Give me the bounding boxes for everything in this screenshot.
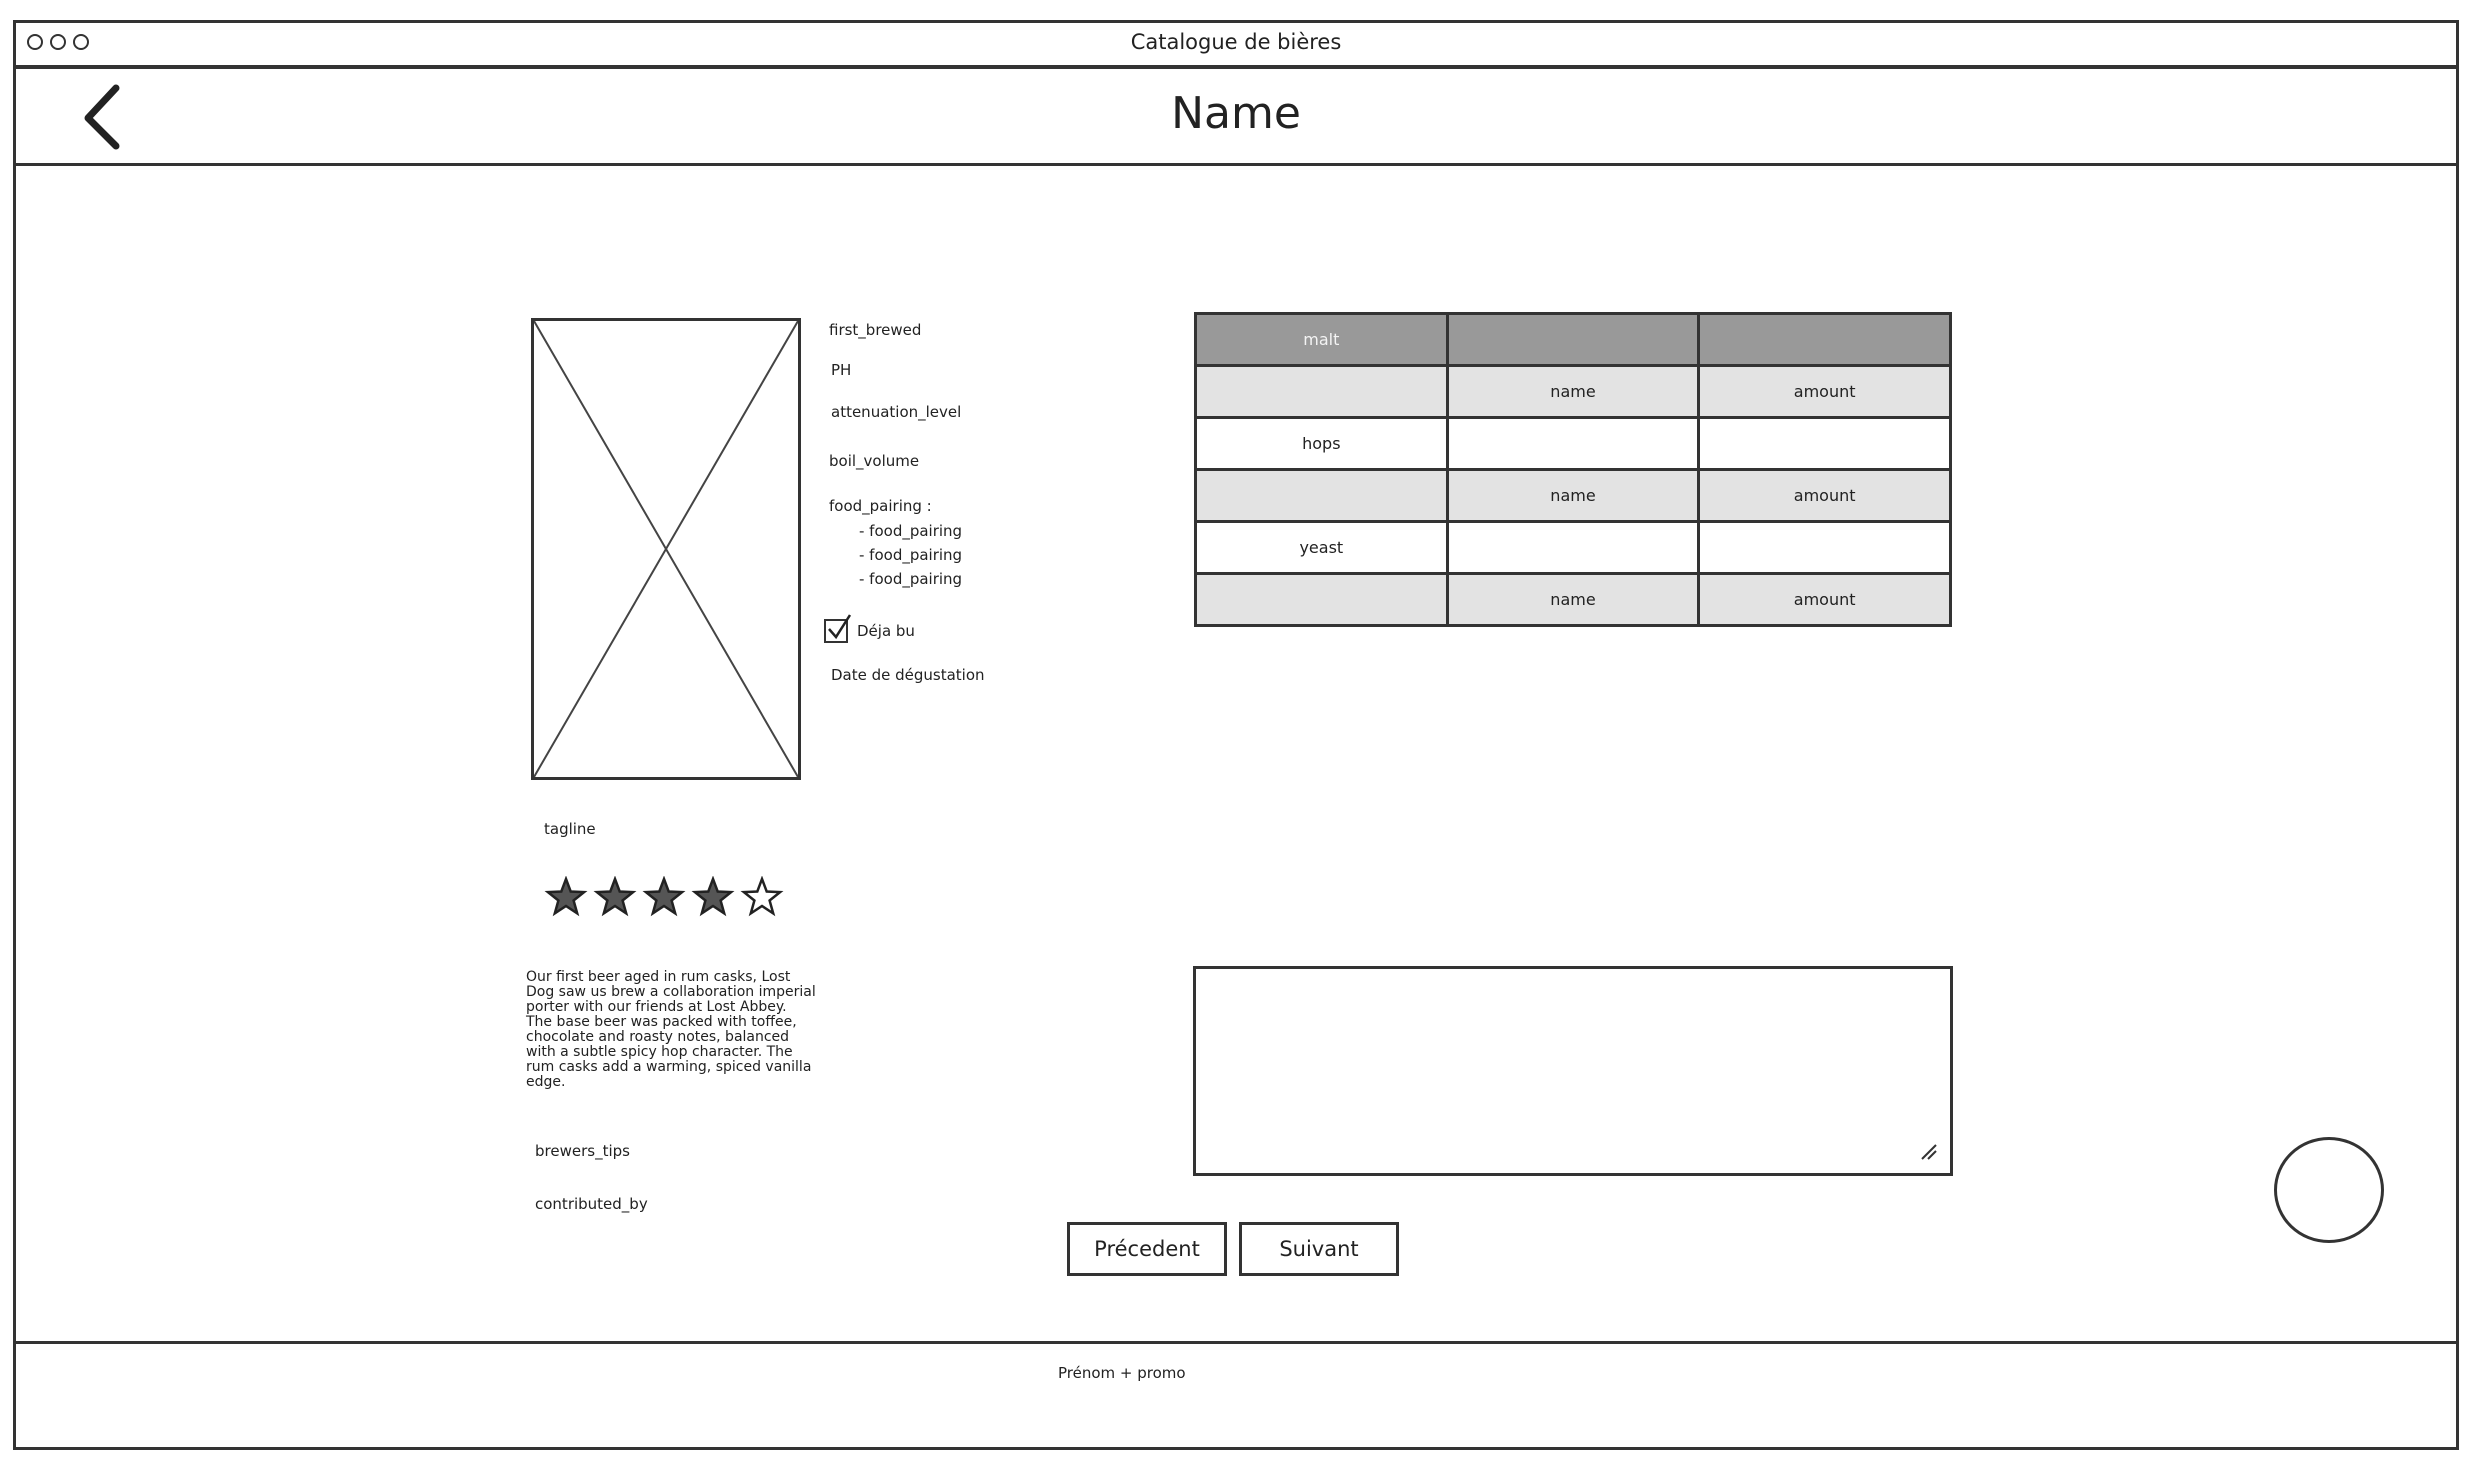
star-empty-icon[interactable]: [744, 879, 780, 913]
food-pairing-label: food_pairing :: [829, 497, 932, 515]
star-filled-icon[interactable]: [646, 879, 682, 913]
footer-text: Prénom + promo: [1058, 1364, 1186, 1382]
window-title: Catalogue de bières: [1130, 30, 1342, 54]
first-brewed-label: first_brewed: [829, 321, 922, 339]
contributed-by-label: contributed_by: [535, 1195, 648, 1213]
beer-image-placeholder: [531, 318, 801, 780]
table-row: [1196, 314, 1951, 366]
hops-cell: hops: [1196, 418, 1448, 470]
star-rating[interactable]: [544, 876, 794, 920]
page-title: Name: [1171, 88, 1301, 139]
ph-label: PH: [831, 361, 852, 379]
beer-description: Our first beer aged in rum casks, Lost Dog saw us brew a collaboration imperial porter with our friends at Lost Abbey. The base beer was packed with toffee, chocolate and roasty notes, balanced with a subtle spicy hop character. The rum casks add a warming, spiced vanilla edge.: [526, 969, 816, 1090]
star-filled-icon[interactable]: [695, 879, 731, 913]
tasting-date-label: Date de dégustation: [831, 666, 985, 684]
attenuation-level-label: attenuation_level: [831, 403, 962, 421]
already-drunk-checkbox[interactable]: [824, 619, 848, 643]
malt-name-header: name: [1447, 366, 1699, 418]
food-pairing-item: - food_pairing: [859, 522, 963, 540]
yeast-name-header: name: [1447, 574, 1699, 626]
malt-amount-header: amount: [1699, 366, 1951, 418]
floating-action-button[interactable]: [2274, 1137, 2384, 1243]
footer: [13, 1341, 2459, 1450]
table-cell: [1699, 522, 1951, 574]
brewers-tips-label: brewers_tips: [535, 1142, 630, 1160]
table-cell: [1196, 366, 1448, 418]
star-filled-icon[interactable]: [548, 879, 584, 913]
yeast-cell: yeast: [1196, 522, 1448, 574]
table-cell: [1447, 418, 1699, 470]
table-row: [1196, 470, 1951, 522]
table-row: [1196, 574, 1951, 626]
hops-name-header: name: [1447, 470, 1699, 522]
next-button[interactable]: Suivant: [1239, 1222, 1399, 1276]
yeast-amount-header: amount: [1699, 574, 1951, 626]
table-cell: [1196, 574, 1448, 626]
table-cell: [1447, 522, 1699, 574]
malt-cell: malt: [1196, 314, 1448, 366]
ingredients-table: [1194, 312, 1952, 627]
food-pairing-item: - food_pairing: [859, 570, 963, 588]
table-cell: [1699, 314, 1951, 366]
food-pairing-item: - food_pairing: [859, 546, 963, 564]
already-drunk-label: Déja bu: [857, 622, 915, 640]
tagline-label: tagline: [544, 820, 596, 838]
table-row: [1196, 366, 1951, 418]
table-cell: [1699, 418, 1951, 470]
browser-window: [13, 20, 2459, 1450]
table-row: [1196, 522, 1951, 574]
previous-button[interactable]: Précedent: [1067, 1222, 1227, 1276]
boil-volume-label: boil_volume: [829, 452, 920, 470]
star-filled-icon[interactable]: [597, 879, 633, 913]
table-cell: [1447, 314, 1699, 366]
table-cell: [1196, 470, 1448, 522]
comment-textarea[interactable]: [1193, 966, 1953, 1176]
table-row: [1196, 418, 1951, 470]
resize-handle-icon: [1918, 1141, 1938, 1161]
hops-amount-header: amount: [1699, 470, 1951, 522]
